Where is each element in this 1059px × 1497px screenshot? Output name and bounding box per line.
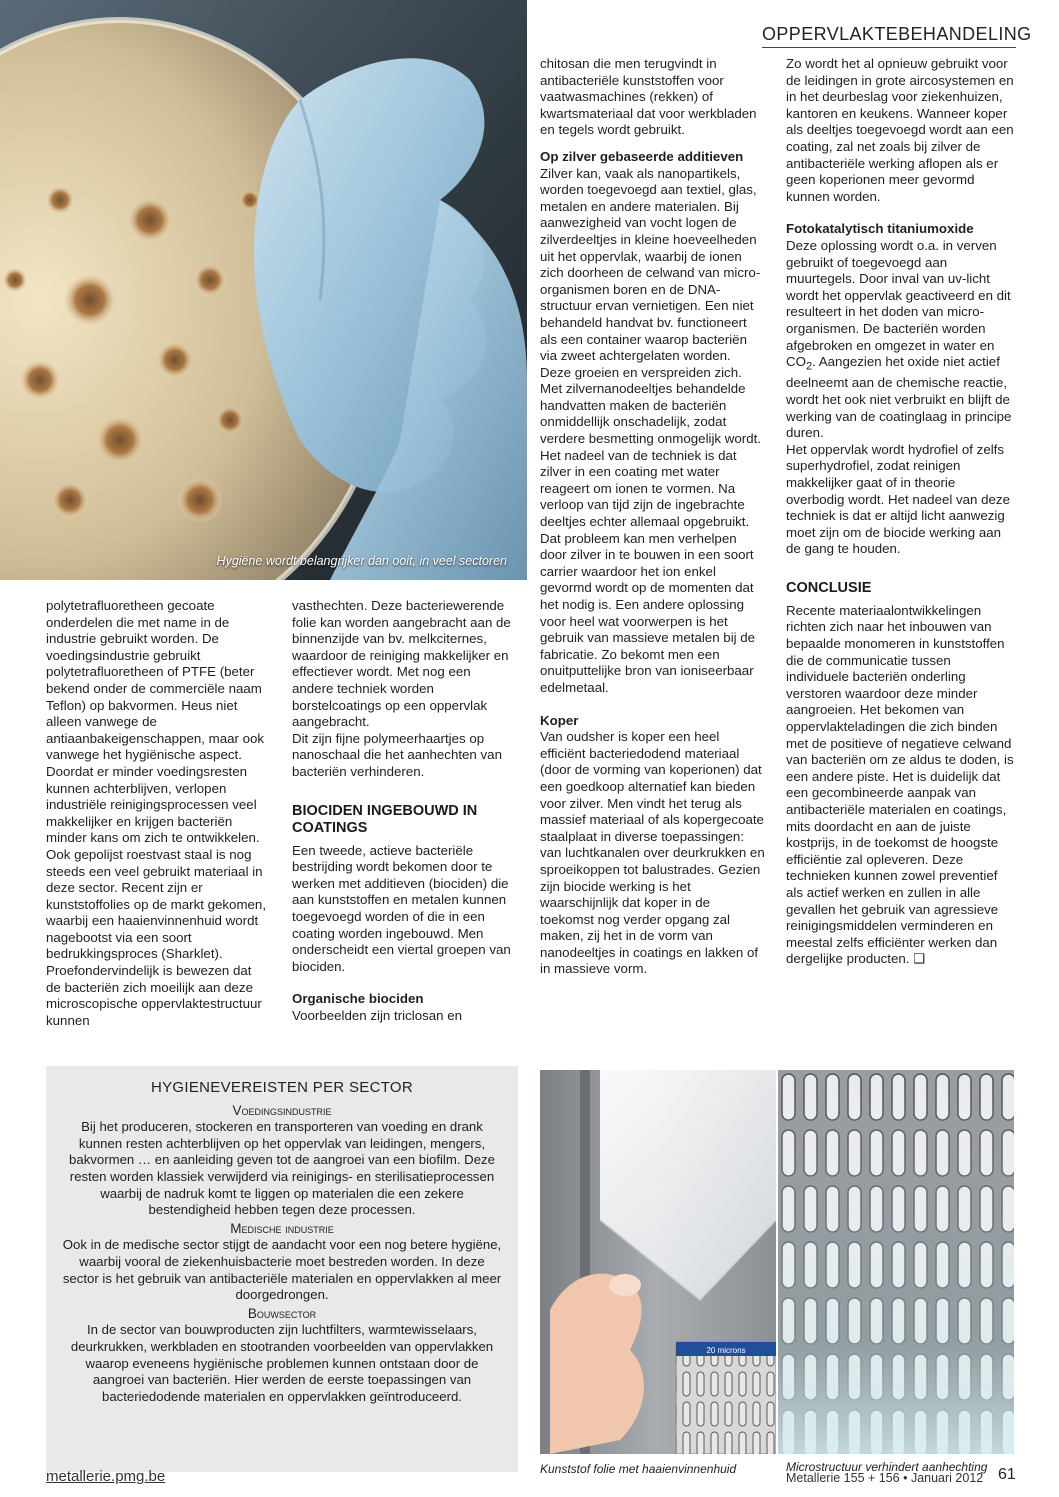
text-column-4 [786,56,1016,968]
text-column-2 [292,598,514,1024]
paragraph: Het oppervlak wordt hydrofiel of zelfs superhydrofiel, zodat reinigen makkelijker gaat of in theorie overbodig wordt. Het nadeel van deze techniek is dat er altijd licht aanwezig moet zijn om de biocide werking aan de gang te houden. [786,441,1010,557]
section-heading-biociden: BIOCIDEN INGEBOUWD IN COATINGS [292,802,478,836]
paragraph [786,603,1016,968]
photo-caption-microstructure: Microstructuur verhindert aanhechting [786,1460,988,1474]
sidebar-paragraph: Bij het produceren, stockeren en transporteren van voeding en drank kunnen resten achterblijven op het oppervlak van leidingen, mengers, bakvormen … en aanleiding geven tot de aangroei van een biofilm. Deze resten worden klassiek verwijderd via reinigings- en sterilisatieprocessen waarbij de nadruk komt te liggen op materialen die een zekere bestendigheid hebben tegen deze processen. [69,1119,495,1218]
paragraph: polytetrafluoretheen gecoate onderdelen die met name in de industrie gebruikt worden. De voedingsindustrie gebruikt polytetrafluoretheen of PTFE (beter bekend onder de commerciële naam Teflon) op bakvormen. Heus niet alleen vanwege de antiaanbakeigenschappen, maar ook vanwege het hygiënische aspect. Doordat er minder voedingsresten kunnen achterblijven, verlopen industriële reinigingsprocessen veel makkelijker en krijgen bacteriën minder kans om zich te ontwikkelen. Ook gepolijst roestvast staal is nog steeds een veel gebruikt materiaal in deze sector. Recent zijn er kunststoffolies op de markt gekomen, waarbij een haaienvinnenhuid wordt nagebootst via een soort bedrukkingsproces (Sharklet). Proefondervindelijk is bewezen dat de bacteriën zich moeilijk aan deze microscopische oppervlaktestructuur kunnen [46,598,267,1028]
micron-label: 20 microns [706,1346,746,1355]
sidebar-subheading: Bouwsector [247,1305,317,1321]
sidebar-paragraph: Ook in de medische sector stijgt de aandacht voor een nog betere hygiëne, waarbij vooral de ziekenhuisbacterie moet bestreden worden. In deze sector is het gebruik van antibacteriële materialen en oppervlakken al meer doorgedrongen. [62,1237,502,1303]
paragraph: Een tweede, actieve bacteriële bestrijding wordt bekomen door te werken met additieven (biociden) die aan kunststoffen en metalen kunnen toegevoegd worden of die in een coating worden ingebouwd. Men onderscheidt een viertal groepen van biociden. [292,842,511,974]
subheading-organische-biociden: Organische biociden [292,991,424,1007]
footer-website-link[interactable]: metallerie.pmg.be [46,1468,166,1485]
subheading-titaniumoxide: Fotokatalytisch titaniumoxide [786,221,974,237]
subheading-zilver: Op zilver gebaseerde additieven [540,148,744,164]
text-column-3 [540,56,766,978]
end-mark-icon: ❑ [913,951,926,967]
petri-dish-illustration [0,0,527,580]
foil-illustration [540,1070,776,1454]
hero-photo [0,0,527,580]
sidebar-box [46,1066,518,1472]
paragraph [786,238,1016,442]
paragraph: vasthechten. Deze bacteriewerende folie kan worden aangebracht aan de binnenzijde van bv. melkciternes, waardoor de reiniging makkelijker en effectiever wordt. Met nog een andere techniek worden borstelcoatings op een oppervlak aangebracht. [292,598,511,730]
sidebar-subheading: Voedingsindustrie [232,1102,332,1118]
text-span: Deze oplossing wordt o.a. in verven gebruikt of toegevoegd aan muurtegels. Door inval van uv-licht wordt het oppervlak geactiveerd en dit resulteert in het doden van micro-organismen. De bacteriën worden afgebroken en omgezet in water en CO [786,237,1011,370]
sidebar-title: HYGIENEVEREISTEN PER SECTOR [150,1079,414,1096]
photo-microstructure [778,1070,1014,1454]
text-span: . Aangezien het oxide niet actief deelneemt aan de chemische reactie, wordt het ook niet verbruikt en blijft de werking van de coatinglaag in principe duren. [786,354,1012,441]
subscript: 2 [805,360,813,373]
photo-foil [540,1070,776,1454]
sidebar-subheading: Medische industrie [230,1220,334,1236]
subheading-koper: Koper [540,712,579,728]
paragraph: Van oudsher is koper een heel efficiënt bacteriedodend materiaal (door de vorming van koperionen) dat een goedkoop alternatief kan bieden voor zilver. Men vindt het terug als massief materiaal of als kopergecoate staalplaat in diverse toepassingen: van luchtkanalen over deurkrukken en sproeikoppen tot balustrades. Gezien zijn biocide werking is het waarschijnlijk dat koper in de toekomst nog verder opgang zal maken, zij het in de vorm van nanodeeltjes in coatings en lakken of in massieve vorm. [540,729,765,977]
paragraph: Dit zijn fijne polymeerhaartjes op nanoschaal die het aanhechten van bacteriën verhinderen. [292,730,502,779]
photo-caption-foil: Kunststof folie met haaienvinnenhuid [540,1462,737,1476]
paragraph: Voorbeelden zijn triclosan en [292,1007,463,1023]
footer-issue: Metallerie 155 + 156 • Januari 2012 [786,1471,984,1485]
section-label: OPPERVLAKTEBEHANDELING [762,24,1016,48]
paragraph: Zilver kan, vaak als nanopartikels, worden toegevoegd aan textiel, glas, metalen en andere materialen. Bij aanwezigheid van vocht logen de zilverdeeltjes in kleine hoeveelheden uit het oppervlak, waarbij de ionen zich doorheen de celwand van micro-organismen boren en de DNA-structuur ervan vernietigen. Een niet behandeld handvat bv. functioneert als een container waarop bacteriën via zweet achtergelaten worden. [540,165,761,364]
section-heading-conclusie: CONCLUSIE [786,579,872,596]
text-column-1 [46,598,268,1029]
sidebar-paragraph: In de sector van bouwproducten zijn luchtfilters, warmtewisselaars, deurkrukken, werkbladen en stootranden voorbeelden van oppervlakken waarop eveneens hygiënische problemen kunnen ontstaan door de aangroei van bacteriën. Hier werden de eerste toepassingen van bacteriedodende materialen en oppervlakken geïntroduceerd. [70,1322,494,1404]
paragraph: Deze groeien en verspreiden zich. Met zilvernanodeeltjes behandelde handvatten maken de bacteriën onmiddellijk onschadelijk, zodat verdere besmetting onmogelijk wordt. Het nadeel van de techniek is dat zilver in een coating met water reageert om ionen te vormen. Na verloop van tijd zijn de ingebrachte deeltjes echter allemaal opgebruikt. Dat probleem kan men verhelpen door zilver in te bouwen in een soort carrier waardoor het ion enkel gevormd wordt op de momenten dat het nodig is. Een andere oplossing voor heel wat voorwerpen is het gebruik van massieve metalen bij de fabricatie. Zo bekomt men een onuitputtelijke bron van ioniseerbaar edelmetaal. [540,364,761,695]
paragraph: chitosan die men terugvindt in antibacteriële kunststoffen voor vaatwasmachines (rekken) of kwartsmateriaal dat voor werkbladen en tegels wordt gebruikt. [540,56,757,138]
text-span: Recente materiaalontwikkelingen richten zich naar het inbouwen van bepaalde monomeren in kunststoffen die de communicatie tussen individuele bacteriën onderling verstoren waardoor deze minder aangroeien. Het bekomen van oppervlakteladingen die zich binden met de positieve of negatieve celwand van bacteriën om ze aldus te doden, is een andere piste. Het is duidelijk dat een gecombineerde aanpak van antibacteriële materialen en coatings, mits doordacht en aan de juiste kostprijs, in de toekomst de hoogste efficiëntie zal opleveren. Deze technieken kunnen zowel preventief als actief werken en zullen in alle gevallen het gebruik van agressieve reinigingsmiddelen verminderen en meestal zelfs efficiënter werken dan dergelijke producten. [786,602,1014,967]
page-number: 61 [998,1466,1016,1483]
paragraph: Zo wordt het al opnieuw gebruikt voor de leidingen in grote aircosystemen en in het deurbeslag voor ziekenhuizen, kantoren en keukens. Wanneer koper als deeltjes toegevoegd wordt aan een coating, zal net zoals bij zilver de antibacteriële werking aflopen als er geen koperionen meer gevormd kunnen worden. [786,56,1014,204]
microstructure-illustration [778,1070,1014,1454]
hero-caption: Hygiëne wordt belangrijker dan ooit, in veel sectoren [216,554,507,568]
